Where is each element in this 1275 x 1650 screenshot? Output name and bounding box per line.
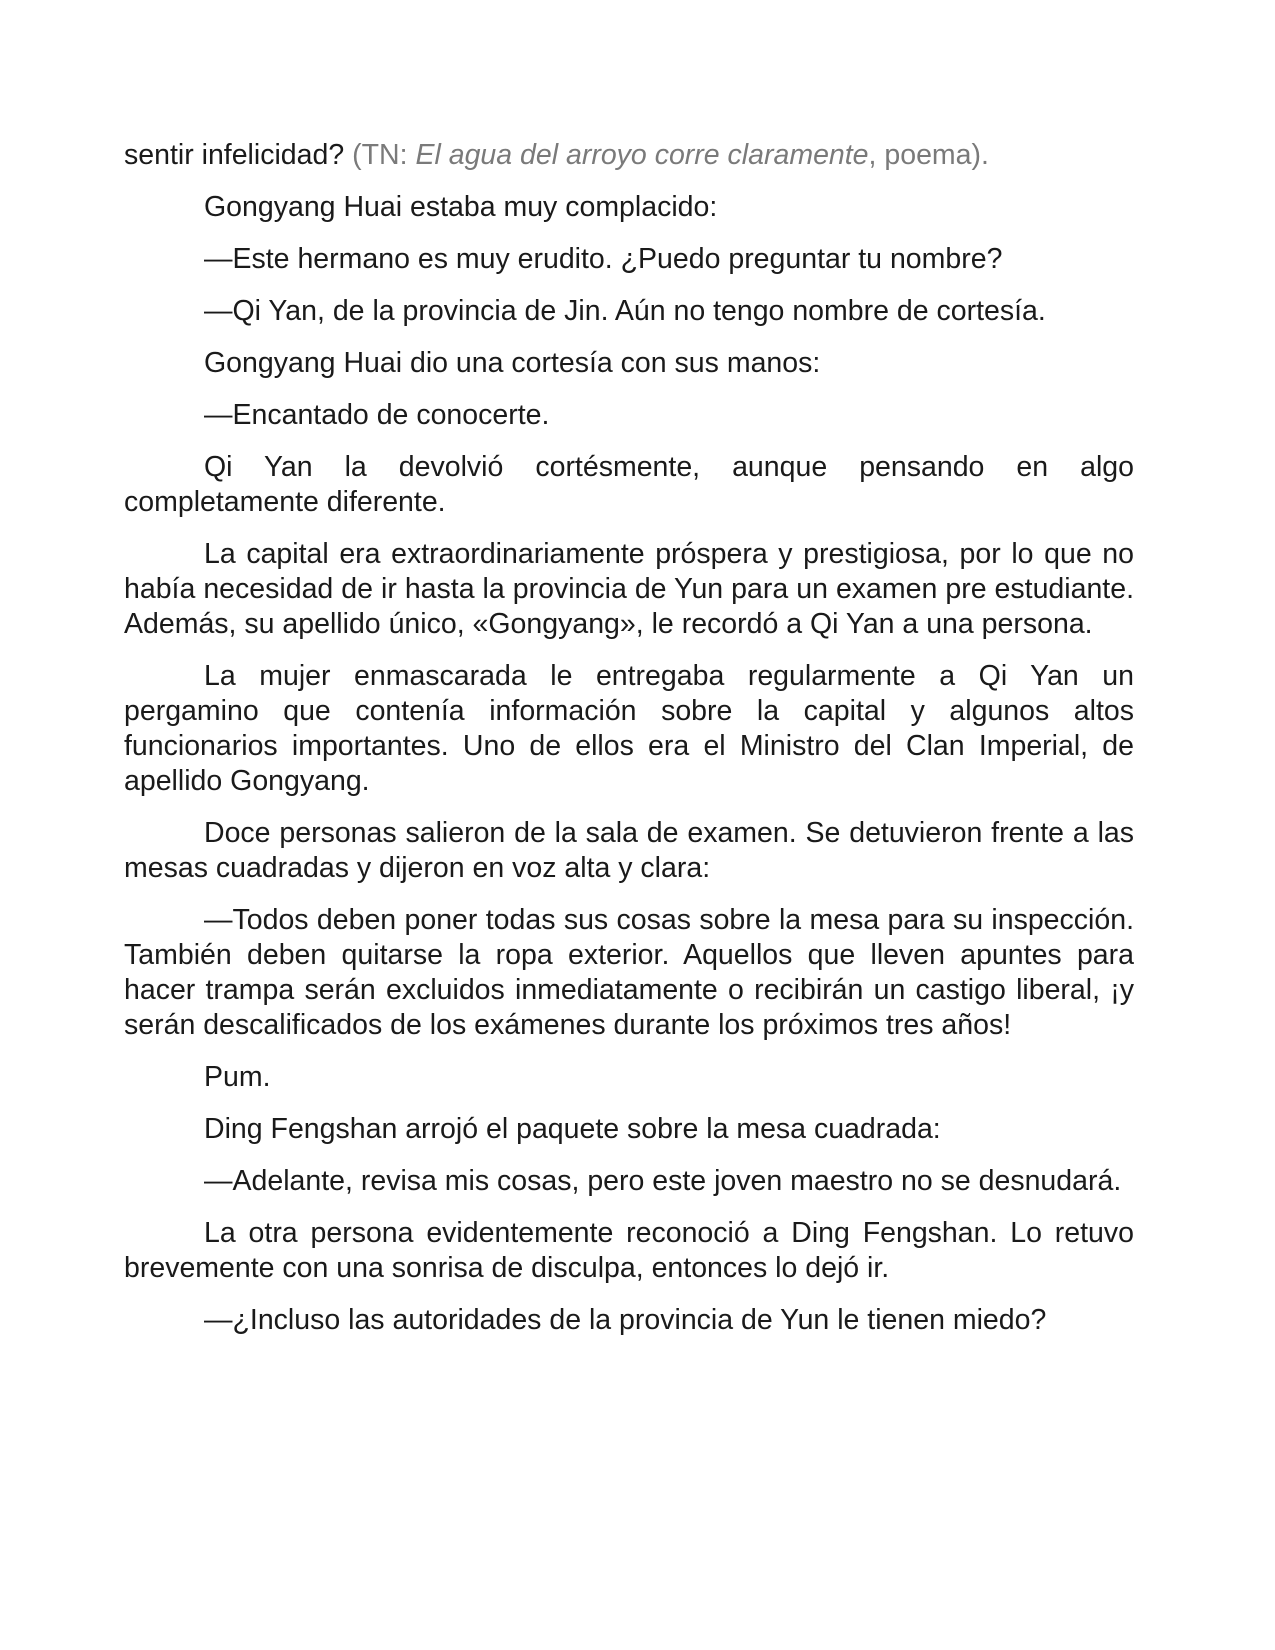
paragraph: —Adelante, revisa mis cosas, pero este joven maestro no se desnudará. xyxy=(204,1165,1122,1197)
paragraph: —Qi Yan, de la provincia de Jin. Aún no tengo nombre de cortesía. xyxy=(204,295,1046,327)
paragraph: —Encantado de conocerte. xyxy=(204,399,550,431)
paragraph: Ding Fengshan arrojó el paquete sobre la mesa cuadrada: xyxy=(204,1113,941,1145)
paragraph: La capital era extraordinariamente próspera y prestigiosa, por lo que no había necesidad de ir hasta la provincia de Yun para un examen pre estudiante. Además, su apellido único, «Gongyang», le recordó a Qi Yan a una persona. xyxy=(124,538,1134,640)
paragraph: Doce personas salieron de la sala de examen. Se detuvieron frente a las mesas cuadradas y dijeron en voz alta y clara: xyxy=(124,817,1134,884)
paragraph: —¿Incluso las autoridades de la provincia de Yun le tienen miedo? xyxy=(204,1304,1047,1336)
paragraph: La mujer enmascarada le entregaba regularmente a Qi Yan un pergamino que contenía información sobre la capital y algunos altos funcionarios importantes. Uno de ellos era el Ministro del Clan Imperial, de apellido Gongyang. xyxy=(124,660,1134,797)
paragraph: La otra persona evidentemente reconoció a Ding Fengshan. Lo retuvo brevemente con una sonrisa de disculpa, entonces lo dejó ir. xyxy=(124,1217,1134,1284)
translator-note: (TN: El agua del arroyo corre claramente, poema). xyxy=(352,139,989,171)
translator-note-title: El agua del arroyo corre claramente xyxy=(415,139,869,171)
paragraph: —Todos deben poner todas sus cosas sobre la mesa para su inspección. También deben quitarse la ropa exterior. Aquellos que lleven apuntes para hacer trampa serán excluidos inmediatamente o recibirán un castigo liberal, ¡y serán descalificados de los exámenes durante los próximos tres años! xyxy=(124,904,1134,1041)
paragraph-continuation xyxy=(124,138,1134,173)
paragraph: Gongyang Huai dio una cortesía con sus manos: xyxy=(204,347,821,379)
paragraph: Pum. xyxy=(204,1061,271,1093)
paragraph: Gongyang Huai estaba muy complacido: xyxy=(204,191,718,223)
paragraph: Qi Yan la devolvió cortésmente, aunque pensando en algo completamente diferente. xyxy=(124,451,1134,518)
continuation-text: sentir infelicidad? xyxy=(124,139,353,171)
document-page xyxy=(124,138,1134,1355)
paragraph: —Este hermano es muy erudito. ¿Puedo preguntar tu nombre? xyxy=(204,243,1003,275)
